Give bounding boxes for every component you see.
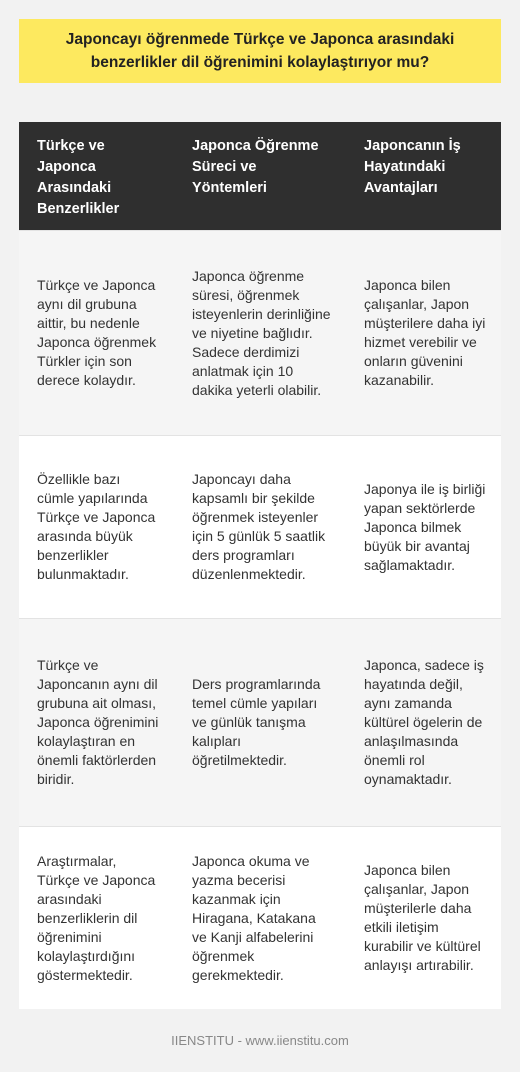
- table-cell: Türkçe ve Japonca aynı dil grubuna aittir, bu nedenle Japonca öğrenmek Türkler için son derece kolaydır.: [37, 277, 157, 388]
- table-cell: Japonca okuma ve yazma becerisi kazanmak için Hiragana, Katakana ve Kanji alfabelerini öğrenmek gerekmektedir.: [192, 852, 316, 983]
- table-cell: Ders programlarında temel cümle yapıları ve günlük tanışma kalıpları öğretilmektedir.: [192, 676, 321, 768]
- table-cell: Japonca bilen çalışanlar, Japon müşterilerle daha etkili iletişim kurabilir ve kültürel anlayışı artırabilir.: [364, 862, 481, 973]
- title-banner: [19, 19, 501, 83]
- table-cell: Özellikle bazı cümle yapılarında Türkçe ve Japonca arasında büyük benzerlikler bulunmaktadır.: [37, 471, 156, 582]
- header-cell-learning-process: Japonca Öğrenme Süreci ve Yöntemleri: [192, 138, 319, 196]
- table-row: [19, 618, 501, 826]
- table-row: [19, 435, 501, 618]
- comparison-table: [19, 122, 501, 1009]
- table-row: [19, 230, 501, 435]
- footer-credit: IIENSTITU - www.iienstitu.com: [171, 1033, 349, 1048]
- table-cell: Japonca bilen çalışanlar, Japon müşterilere daha iyi hizmet verebilir ve onların güvenini kazanabilir.: [364, 277, 486, 388]
- table-cell: Japonca öğrenme süresi, öğrenmek isteyenlerin derinliğine ve niyetine bağlıdır. Sadece derdimizi anlatmak için 10 dakika yeterli olabilir.: [192, 267, 331, 398]
- table-cell: Japoncayı daha kapsamlı bir şekilde öğrenmek isteyenler için 5 günlük 5 saatlik ders programları düzenlenmektedir.: [192, 471, 326, 582]
- table-header-row: [19, 122, 501, 230]
- table-cell: Japonca, sadece iş hayatında değil, aynı zamanda kültürel ögelerin de anlaşılmasında önemli rol oynamaktadır.: [364, 657, 484, 787]
- table-cell: Japonya ile iş birliği yapan sektörlerde Japonca bilmek büyük bir avantaj sağlamaktadır.: [364, 480, 486, 573]
- table-cell: Türkçe ve Japoncanın aynı dil grubuna ait olması, Japonca öğrenimini kolaylaştıran en önemli faktörlerden biridir.: [37, 657, 159, 787]
- table-cell: Araştırmalar, Türkçe ve Japonca arasındaki benzerliklerin dil öğrenimini kolaylaştırdığını göstermektedir.: [37, 852, 156, 983]
- header-cell-business-advantages: Japoncanın İş Hayatındaki Avantajları: [364, 138, 461, 196]
- table-row: [19, 826, 501, 1009]
- page-title: Japoncayı öğrenmede Türkçe ve Japonca arasındaki benzerlikler dil öğrenimini kolaylaştırıyor mu?: [65, 31, 455, 71]
- header-cell-similarities: Türkçe ve Japonca Arasındaki Benzerlikler: [37, 138, 120, 217]
